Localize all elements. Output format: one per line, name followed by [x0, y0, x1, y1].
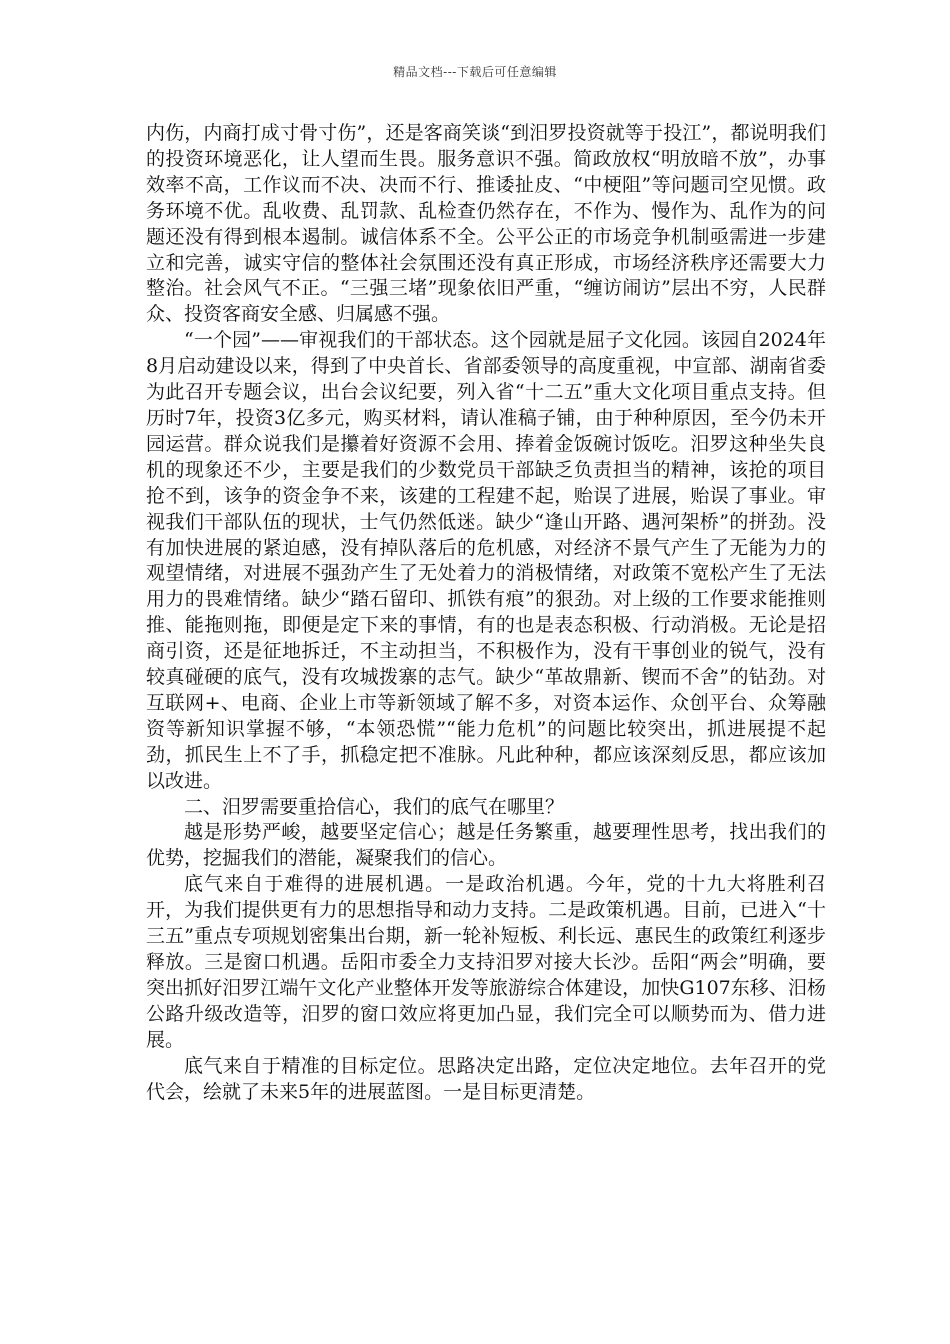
page-header: 精品文档---下载后可任意编辑 [393, 65, 557, 79]
paragraph-cadre-status: “一个园”——审视我们的干部状态。这个园就是屈子文化园。该园自2024年8月启动建设以来，得到了中央首长、省部委领导的高度重视，中宣部、湖南省委为此召开专题会议，出台会议纪要，列入省“十二五”重大文化项目重点支持。但历时7年，投资3亿多元，购买材料，请认准稿子铺，由于种种原因，至今仍未开园运营。群众说我们是攥着好资源不会用、捧着金饭碗讨饭吃。汨罗这种坐失良机的现象还不少，主要是我们的少数党员干部缺乏负责担当的精神，该抢的项目抢不到，该争的资金争不来，该建的工程建不起，贻误了进展，贻误了事业。审视我们干部队伍的现状，士气仍然低迷。缺少“逢山开路、遇河架桥”的拼劲。没有加快进展的紧迫感，没有掉队落后的危机感，对经济不景气产生了无能为力的观望情绪，对进展不强劲产生了无处着力的消极情绪，对政策不宽松产生了无法用力的畏难情绪。缺少“踏石留印、抓铁有痕”的狠劲。对上级的工作要求能推则推、能拖则拖，即便是定下来的事情，有的也是表态积极、行动消极。无论是招商引资，还是征地拆迁，不主动担当，不积极作为，没有干事创业的锐气，没有较真碰硬的底气，没有攻城拨寨的志气。缺少“革故鼎新、锲而不舍”的钻劲。对互联网+、电商、企业上市等新领域了解不多，对资本运作、众创平台、众筹融资等新知识掌握不够，“本领恐慌”“能力危机”的问题比较突出，抓进展提不起劲，抓民生上不了手，抓稳定把不准脉。凡此种种，都应该深刻反思，都应该加以改进。 [146, 329, 826, 792]
section-heading-confidence: 二、汨罗需要重拾信心，我们的底气在哪里？ [184, 795, 565, 818]
paragraph-business-environment: 内伤，内商打成寸骨寸伤”，还是客商笑谈“到汨罗投资就等于投江”，都说明我们的投资环境恶化，让人望而生畏。服务意识不强。简政放权“明放暗不放”，办事效率不高，工作议而不决、决而不行、推诿扯皮、“中梗阻”等问题司空见惯。政务环境不优。乱收费、乱罚款、乱检查仍然存在，不作为、慢作为、乱作为的问题还没有得到根本遏制。诚信体系不全。公平公正的市场竞争机制亟需进一步建立和完善，诚实守信的整体社会氛围还没有真正形成，市场经济秩序还需要大力整治。社会风气不正。“三强三堵”现象依旧严重，“缠访闹访”层出不穷，人民群众、投资客商安全感、归属感不强。 [146, 122, 826, 326]
paragraph-development-opportunity: 底气来自于难得的进展机遇。一是政治机遇。今年，党的十九大将胜利召开，为我们提供更有力的思想指导和动力支持。二是政策机遇。目前，已进入“十三五”重点专项规划密集出台期，新一轮补短板、利长远、惠民生的政策红利逐步释放。三是窗口机遇。岳阳市委全力支持汨罗对接大长沙。岳阳“两会”明确，要突出抓好汨罗江端午文化产业整体开发等旅游综合体建设，加快G107东移、汨杨公路升级改造等，汨罗的窗口效应将更加凸显，我们完全可以顺势而为、借力进展。 [146, 873, 826, 1051]
document-body [146, 121, 826, 1105]
paragraph-confidence-intro: 越是形势严峻，越要坚定信心；越是任务繁重，越要理性思考，找出我们的优势，挖掘我们的潜能，凝聚我们的信心。 [146, 821, 826, 870]
paragraph-target-positioning: 底气来自于精准的目标定位。思路决定出路，定位决定地位。去年召开的党代会，绘就了未来5年的进展蓝图。一是目标更清楚。 [146, 1054, 826, 1103]
